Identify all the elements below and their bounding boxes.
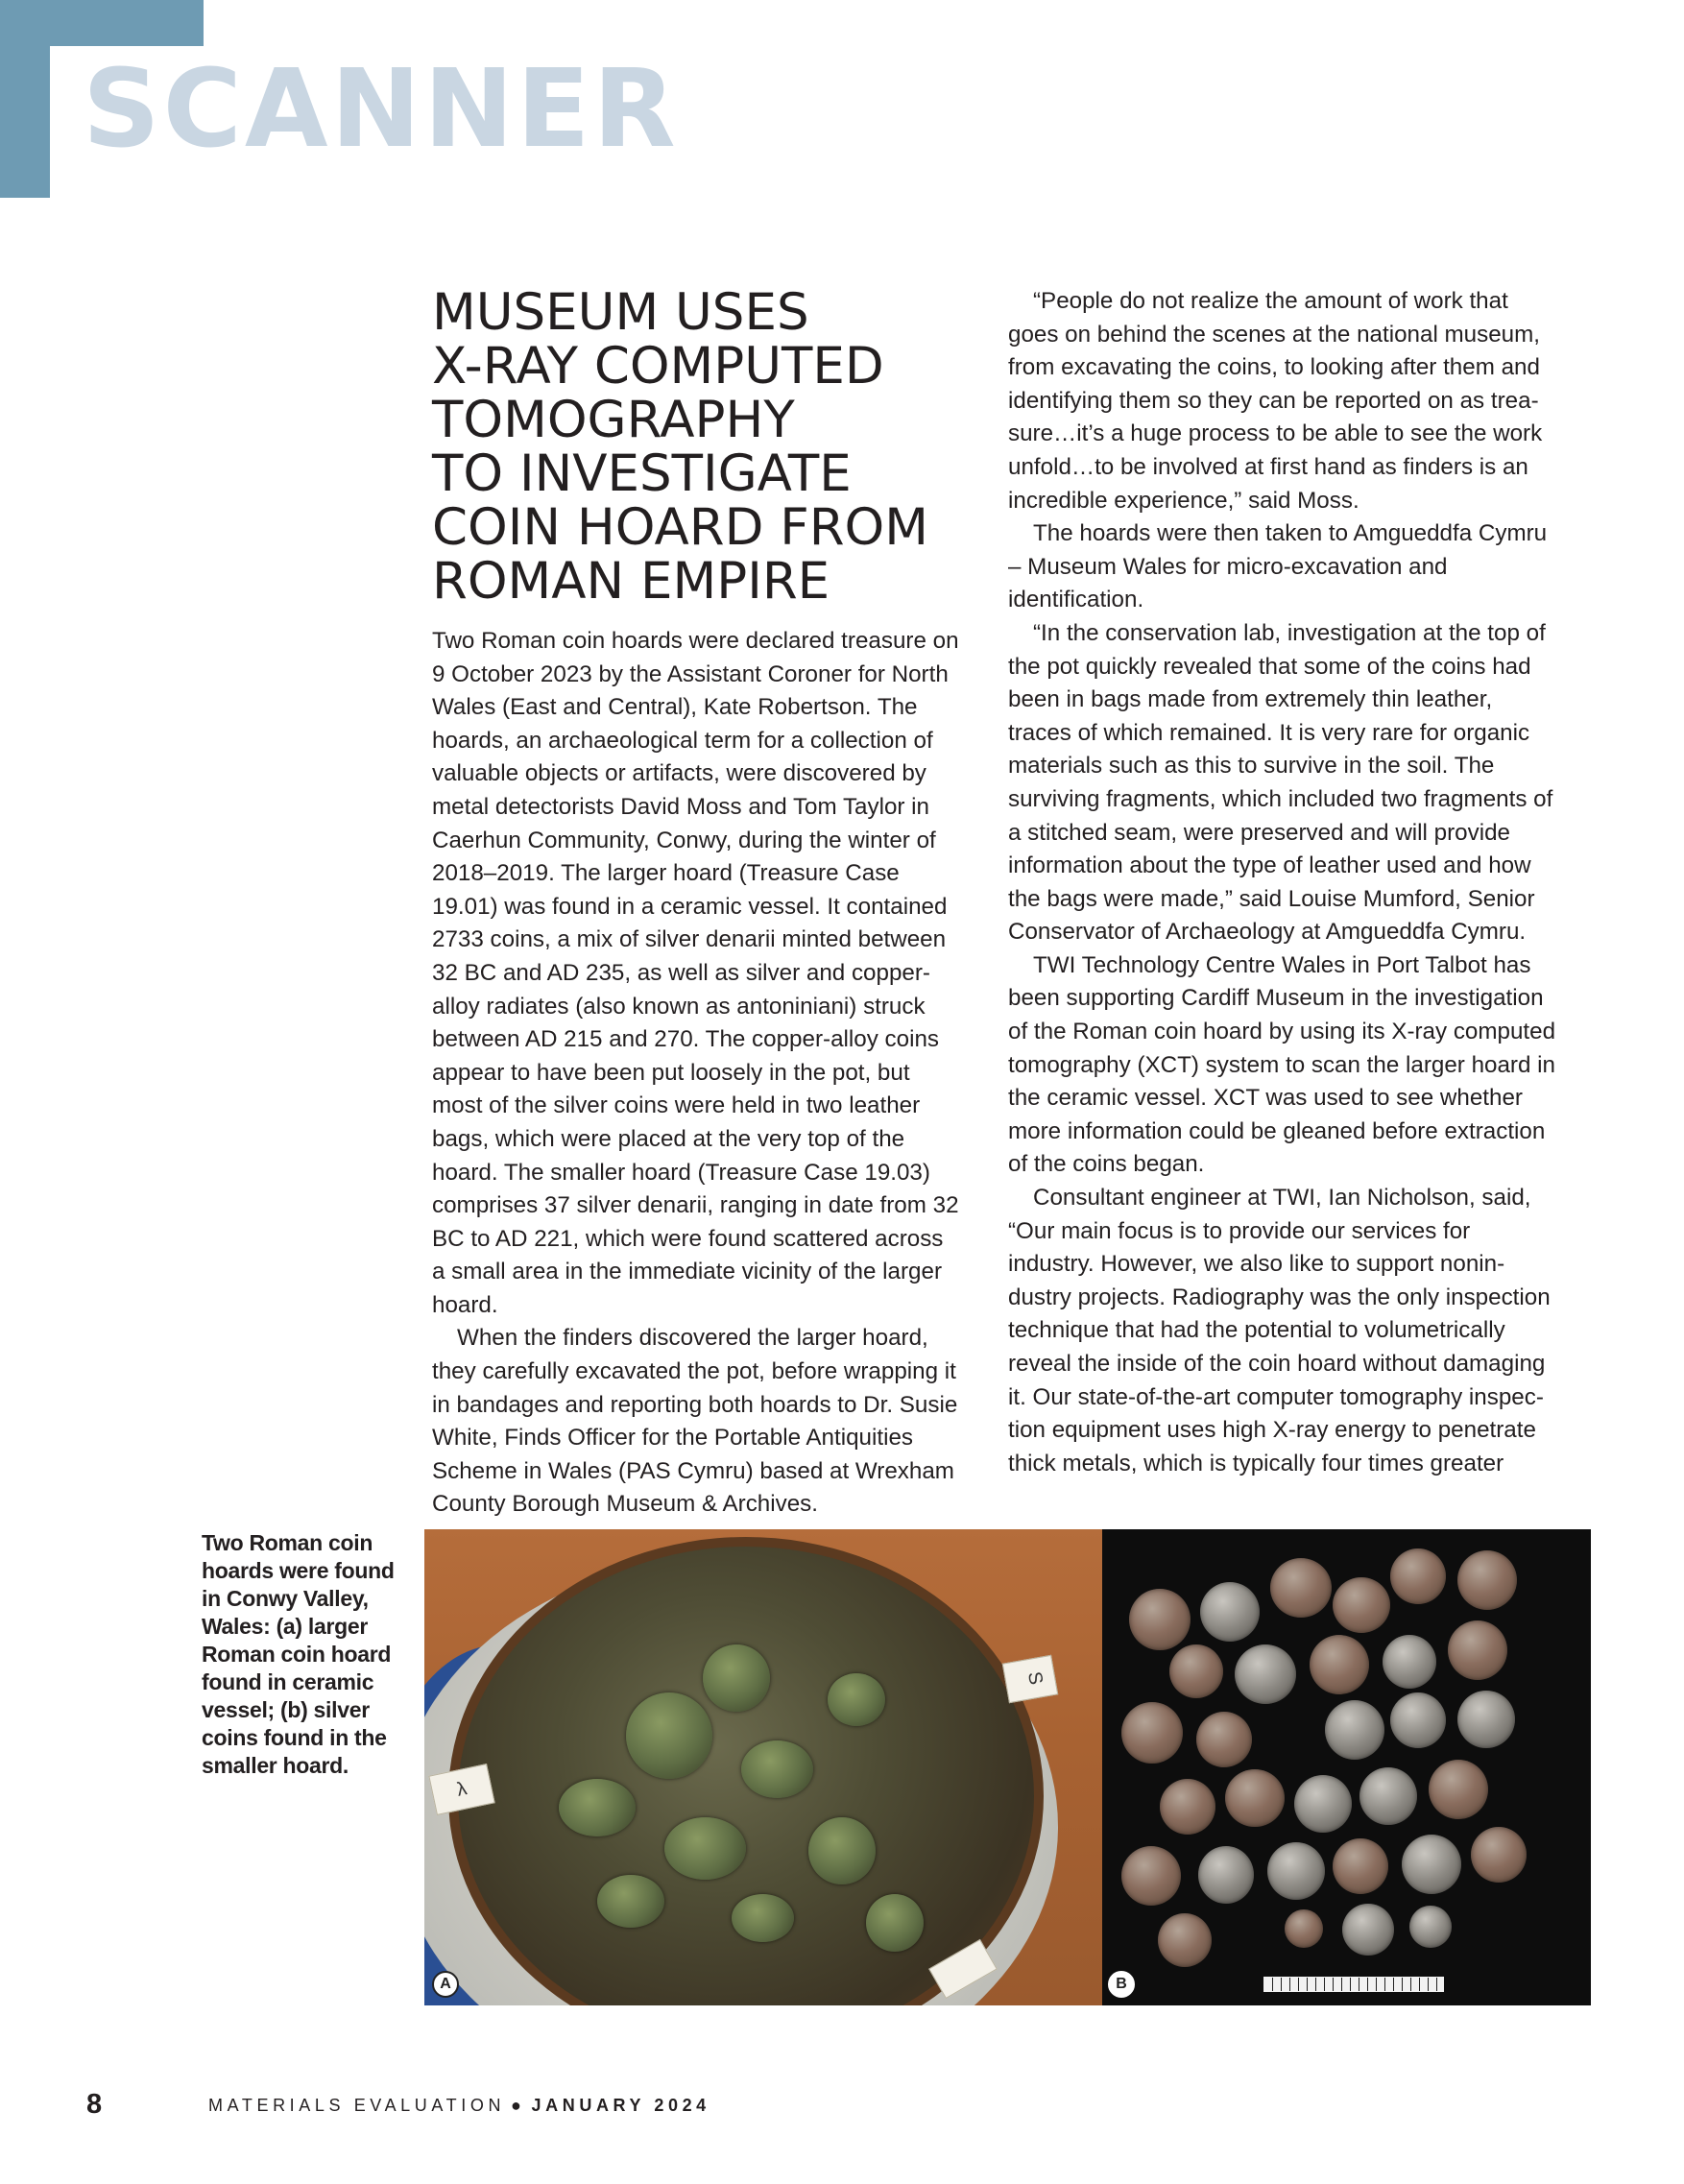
article-column-left xyxy=(432,625,960,1522)
article-paragraph: “In the conservation lab, investigation at the top of the pot quickly revealed that some of the coins had been in bags made from extremely thin leather, traces of which remained. It is very rare for organic materials such as this to survive in the soil. The surviving fragments, which included two fragments of a stitched seam, were preserved and will provide information about the type of leather used and how the bags were made,” said Louise Mumford, Senior Conservator of Archaeology at Amgueddfa Cymru. xyxy=(1008,619,1553,946)
coin xyxy=(1333,1577,1390,1633)
coin xyxy=(664,1817,746,1880)
article-paragraph: Two Roman coin hoards were declared treasure on 9 October 2023 by the Assistant Coroner for North Wales (East and Central), Kate Robertson. The hoards, an archaeological term for a collection of valuable objects or artifacts, were discovered by metal detectorists David Moss and Tom Taylor in Caerhun Community, Conwy, during the winter of 2018–2019. The larger hoard (Treasure Case 19.01) was found in a ceramic vessel. It contained 2733 coins, a mix of silver denarii minted between 32 BC and AD 235, as well as silver and copper-alloy radiates (also known as antoniniani) struck between AD 215 and 270. The copper-alloy coins appear to have been put loosely in the pot, but most of the silver coins were held in two leather bags, which were placed at the very top of the hoard. The smaller hoard (Treasure Case 19.03) comprises 37 silver denarii, ranging in date from 32 BC to AD 221, which were found scattered across a small area in the immediate vicinity of the larger hoard. xyxy=(432,628,959,1318)
article-paragraph: “People do not realize the amount of work that goes on behind the scenes at the national museum, from excavating the coins, to looking after them and identifying them so they can be reported on as treasure…it’s a huge process to be able to see the work unfold…to be involved at first hand as finders is an incredible experience,” said Moss. xyxy=(1008,288,1543,514)
panel-label-a: A xyxy=(432,1971,459,1998)
coin xyxy=(1235,1644,1296,1704)
coin xyxy=(1409,1906,1452,1948)
coin xyxy=(1169,1644,1223,1698)
coin xyxy=(1471,1827,1527,1883)
coin xyxy=(808,1817,876,1884)
photo-coin-hoard-vessel xyxy=(424,1529,1102,2005)
article-headline: MUSEUM USES X-RAY COMPUTED TOMOGRAPHY TO INVESTIGATE COIN HOARD FROM ROMAN EMPIRE xyxy=(432,283,928,611)
coin xyxy=(1390,1548,1446,1604)
coin xyxy=(1402,1835,1461,1894)
section-accent-stem xyxy=(0,0,50,198)
coin xyxy=(559,1779,636,1836)
coin xyxy=(828,1673,885,1726)
issue-date: JANUARY 2024 xyxy=(531,2096,710,2115)
coin xyxy=(1383,1635,1436,1689)
coin xyxy=(1429,1760,1488,1819)
coin xyxy=(741,1740,813,1798)
coin xyxy=(626,1692,712,1779)
coin xyxy=(1129,1589,1191,1650)
coin xyxy=(732,1894,794,1942)
article-paragraph: Consultant engineer at TWI, Ian Nicholson, said, “Our main focus is to provide our services for industry. However, we also like to support nonindustry projects. Radiography was the only inspection technique that had the potential to volumetrically reveal the inside of the coin hoard without damaging it. Our state-of-the-art computer tomography inspection equipment uses high X-ray energy to penetrate thick metals, which is typically four times greater xyxy=(1008,1185,1551,1476)
coin xyxy=(1310,1635,1369,1694)
photo-silver-coins xyxy=(1102,1529,1591,2005)
coin xyxy=(703,1644,770,1712)
coin xyxy=(1196,1712,1252,1767)
coin xyxy=(1121,1702,1183,1764)
coin xyxy=(1333,1838,1388,1894)
coin xyxy=(1267,1842,1325,1900)
coin xyxy=(1457,1691,1515,1748)
scale-bar xyxy=(1263,1977,1444,1992)
coin xyxy=(1390,1692,1446,1748)
coin xyxy=(1200,1582,1260,1642)
coin xyxy=(1160,1779,1215,1835)
section-title: SCANNER xyxy=(83,47,679,172)
footer-bullet: ● xyxy=(511,2096,526,2115)
coin xyxy=(1325,1700,1384,1760)
specimen-tag: S xyxy=(1002,1655,1059,1703)
coin xyxy=(597,1875,664,1928)
article-paragraph: The hoards were then taken to Amgueddfa Cymru – Museum Wales for micro-excavation and identification. xyxy=(1008,520,1548,613)
coin xyxy=(866,1894,924,1952)
running-footer xyxy=(208,2096,710,2116)
coin xyxy=(1359,1767,1417,1825)
article-paragraph: When the finders discovered the larger hoard, they carefully excavated the pot, before wrapping it in bandages and reporting both hoards to Dr. Susie White, Finds Officer for the Portable Antiquities Scheme in Wales (PAS Cymru) based at Wrexham County Borough Museum & Archives. xyxy=(432,1325,958,1518)
figure-caption: Two Roman coin hoards were found in Conwy Valley, Wales: (a) larger Roman coin hoard found in ceramic vessel; (b) silver coins found in the smaller hoard. xyxy=(202,1530,395,1778)
page-number: 8 xyxy=(86,2089,103,2120)
specimen-tag: λ xyxy=(428,1764,494,1815)
coin xyxy=(1198,1846,1254,1904)
article-column-right xyxy=(1008,285,1557,1480)
coin xyxy=(1225,1769,1285,1827)
coin xyxy=(1448,1620,1507,1680)
coin xyxy=(1342,1904,1394,1956)
article-paragraph: TWI Technology Centre Wales in Port Talbot has been supporting Cardiff Museum in the investigation of the Roman coin hoard by using its X-ray computed tomography (XCT) system to scan the larger hoard in the ceramic vessel. XCT was used to see whether more information could be gleaned before extraction of the coins began. xyxy=(1008,951,1556,1178)
coin xyxy=(1457,1550,1517,1610)
coin xyxy=(1294,1775,1352,1833)
coin xyxy=(1158,1913,1212,1967)
publication-name: MATERIALS EVALUATION xyxy=(208,2096,506,2115)
coin xyxy=(1121,1846,1181,1906)
coin xyxy=(1285,1909,1323,1948)
panel-label-b: B xyxy=(1108,1971,1135,1998)
coin xyxy=(1270,1558,1332,1618)
